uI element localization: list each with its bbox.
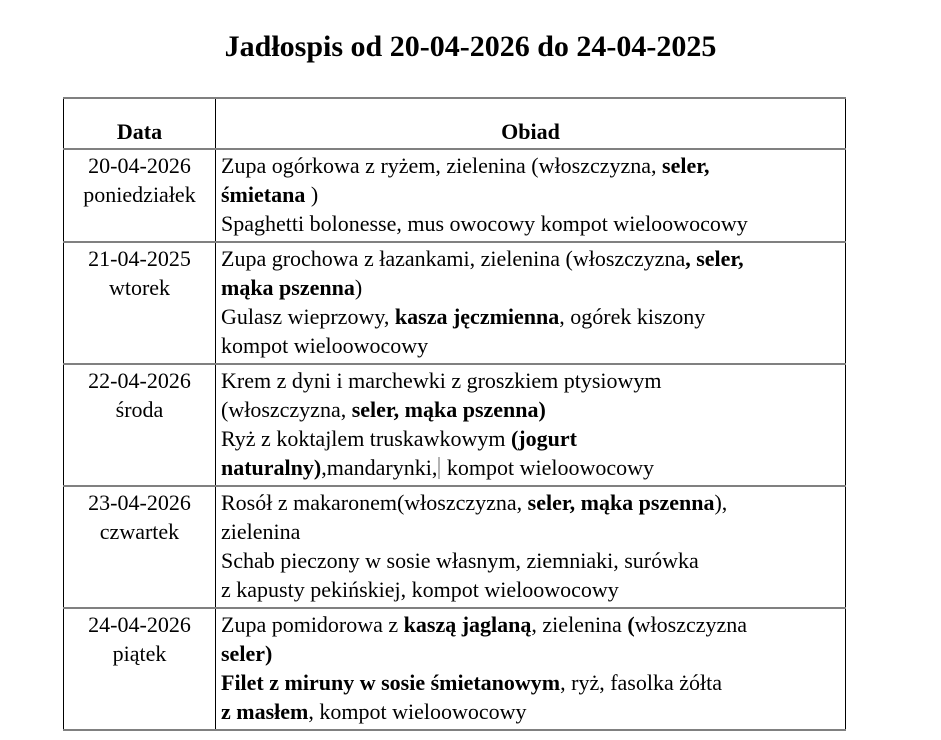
column-header-data[interactable]: Data bbox=[64, 98, 216, 149]
text-segment: naturalny) bbox=[221, 455, 322, 480]
obiad-cell[interactable] bbox=[216, 364, 846, 486]
menu-table bbox=[63, 97, 846, 731]
text-segment: kompot wieloowocowy bbox=[221, 333, 429, 358]
obiad-line bbox=[221, 180, 843, 209]
table-row bbox=[64, 486, 846, 608]
date-cell[interactable] bbox=[64, 486, 216, 608]
text-segment: , ogórek kiszony bbox=[559, 304, 706, 329]
date-text: 23-04-2026 bbox=[88, 490, 191, 515]
day-text: środa bbox=[115, 397, 164, 422]
text-segment: , zielenina bbox=[531, 612, 628, 637]
text-segment: włoszczyzna bbox=[634, 612, 748, 637]
column-header-obiad[interactable]: Obiad bbox=[216, 98, 846, 149]
date-cell[interactable] bbox=[64, 608, 216, 730]
obiad-cell[interactable] bbox=[216, 242, 846, 364]
text-segment: z masłem bbox=[221, 699, 309, 724]
day-text: piątek bbox=[112, 641, 167, 666]
text-segment: Zupa pomidorowa z bbox=[221, 612, 404, 637]
text-segment: Gulasz wieprzowy, bbox=[221, 304, 395, 329]
text-segment: seler, mąka pszenna) bbox=[351, 397, 546, 422]
text-segment: kompot wieloowocowy bbox=[441, 455, 654, 480]
text-segment: Zupa grochowa z łazankami, zielenina (włoszczyzna bbox=[221, 246, 686, 271]
obiad-line bbox=[221, 424, 843, 453]
obiad-cell[interactable] bbox=[216, 149, 846, 242]
text-segment: kasza jęczmienna bbox=[394, 304, 560, 329]
date-text: 21-04-2025 bbox=[88, 246, 191, 271]
obiad-line bbox=[221, 273, 843, 302]
text-segment: Zupa ogórkowa z ryżem, zielenina (włoszczyzna, bbox=[221, 153, 663, 178]
table-row bbox=[64, 608, 846, 730]
obiad-line bbox=[221, 453, 843, 482]
text-segment: , ryż, fasolka żółta bbox=[560, 670, 722, 695]
obiad-line bbox=[221, 244, 843, 273]
obiad-line bbox=[221, 331, 843, 360]
day-text: wtorek bbox=[108, 275, 171, 300]
text-segment: ), bbox=[714, 490, 728, 515]
page-title[interactable]: Jadłospis od 20-04-2026 do 24-04-2025 bbox=[224, 30, 717, 63]
obiad-line bbox=[221, 209, 843, 238]
obiad-line bbox=[221, 151, 843, 180]
obiad-line bbox=[221, 517, 843, 546]
text-segment: ,mandarynki, bbox=[321, 455, 438, 480]
table-row bbox=[64, 149, 846, 242]
text-segment: seler, bbox=[662, 153, 710, 178]
table-row bbox=[64, 364, 846, 486]
text-segment: Ryż z koktajlem truskawkowym bbox=[221, 426, 511, 451]
text-segment: kaszą jaglaną bbox=[403, 612, 532, 637]
table-row bbox=[64, 242, 846, 364]
day-text: poniedziałek bbox=[83, 182, 196, 207]
text-segment: ) bbox=[310, 182, 319, 207]
text-segment: , kompot wieloowocowy bbox=[308, 699, 527, 724]
obiad-cell[interactable] bbox=[216, 486, 846, 608]
date-cell[interactable] bbox=[64, 364, 216, 486]
date-cell[interactable] bbox=[64, 242, 216, 364]
obiad-line bbox=[221, 546, 843, 575]
text-segment: zielenina bbox=[221, 519, 301, 544]
text-segment: seler) bbox=[221, 641, 273, 666]
text-segment: (włoszczyzna, bbox=[221, 397, 352, 422]
date-cell[interactable] bbox=[64, 149, 216, 242]
day-text: czwartek bbox=[99, 519, 180, 544]
header-row bbox=[64, 98, 846, 149]
obiad-line bbox=[221, 366, 843, 395]
obiad-line bbox=[221, 302, 843, 331]
obiad-line bbox=[221, 610, 843, 639]
obiad-line bbox=[221, 697, 843, 726]
text-segment: seler, mąka pszenna bbox=[527, 490, 715, 515]
date-text: 22-04-2026 bbox=[88, 368, 191, 393]
text-segment: Spaghetti bolonesse, mus owocowy kompot wieloowocowy bbox=[221, 211, 748, 236]
obiad-line bbox=[221, 639, 843, 668]
text-segment: Filet z miruny w sosie śmietanowym bbox=[221, 670, 561, 695]
text-segment: (jogurt bbox=[510, 426, 577, 451]
obiad-line bbox=[221, 575, 843, 604]
text-segment: z kapusty pekińskiej, kompot wieloowocowy bbox=[221, 577, 619, 602]
obiad-line bbox=[221, 488, 843, 517]
text-segment: mąka pszenna bbox=[221, 275, 355, 300]
text-segment: śmietana bbox=[221, 182, 311, 207]
date-text: 24-04-2026 bbox=[88, 612, 191, 637]
text-segment: Rosół z makaronem(włoszczyzna, bbox=[221, 490, 528, 515]
obiad-line bbox=[221, 668, 843, 697]
text-segment: Krem z dyni i marchewki z groszkiem ptysiowym bbox=[221, 368, 662, 393]
text-segment: ) bbox=[354, 275, 363, 300]
date-text: 20-04-2026 bbox=[88, 153, 191, 178]
text-segment: , seler, bbox=[685, 246, 744, 271]
text-segment: ( bbox=[627, 612, 635, 637]
text-segment: Schab pieczony w sosie własnym, ziemniaki, surówka bbox=[221, 548, 699, 573]
obiad-line bbox=[221, 395, 843, 424]
obiad-cell[interactable] bbox=[216, 608, 846, 730]
